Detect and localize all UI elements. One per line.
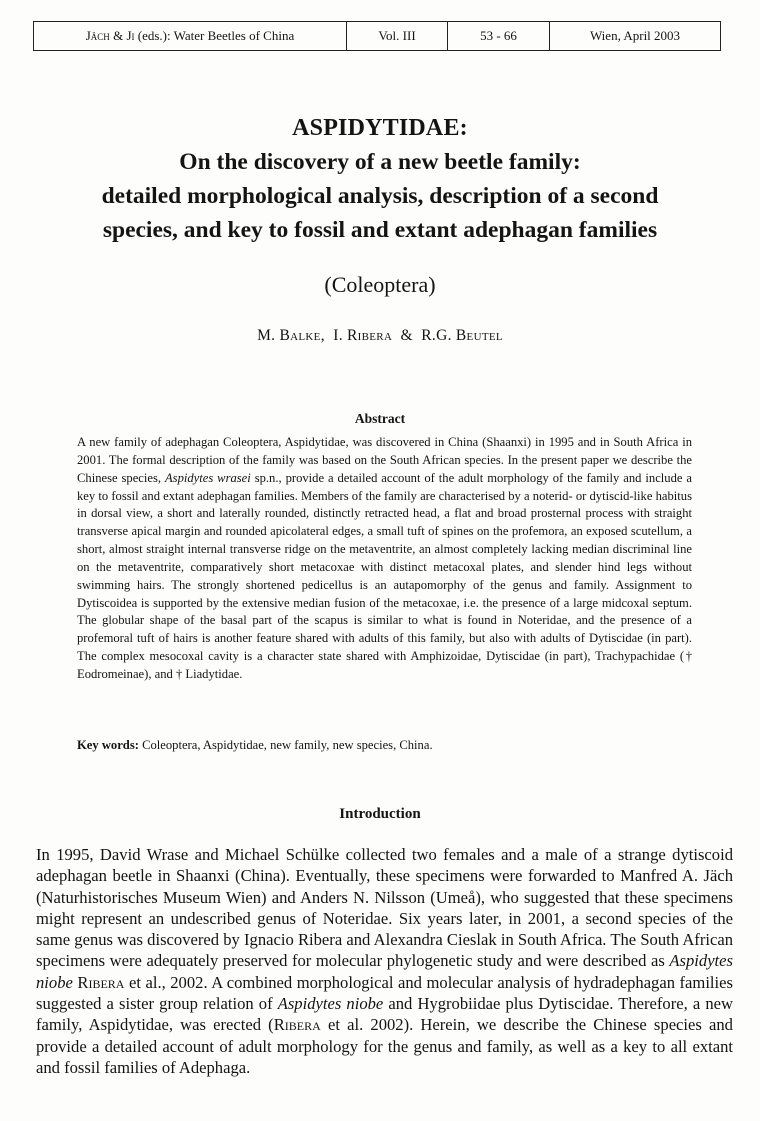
author-2: I. Ribera xyxy=(333,327,393,344)
journal-header xyxy=(33,21,721,51)
introduction-text xyxy=(36,844,733,1078)
abstract-heading: Abstract xyxy=(354,411,406,426)
book-title: (eds.): Water Beetles of China xyxy=(137,28,295,43)
author-3: R.G. Beutel xyxy=(421,327,503,344)
header-volume: Vol. III xyxy=(347,22,448,50)
author-list xyxy=(40,327,720,345)
header-pages: 53 - 66 xyxy=(448,22,550,50)
keywords xyxy=(77,737,692,754)
citation-author: Ribera xyxy=(77,972,125,992)
species-name: Aspidytes wrasei xyxy=(164,470,251,485)
title-line-1: On the discovery of a new beetle family: xyxy=(179,149,581,175)
keywords-text: Coleoptera, Aspidytidae, new family, new species, China. xyxy=(142,738,433,752)
editor-name: Ji xyxy=(126,28,135,43)
abstract-part: A new family of adephagan Coleoptera, Aspidytidae, was discovered in China (Shaanxi) in 1995 and in South Africa in 2001. The formal description of the family was based on the South African species. In the present paper we describe the Chinese species, xyxy=(77,435,692,485)
editor-amp: & xyxy=(113,28,124,43)
abstract-text xyxy=(77,434,692,684)
header-place-date: Wien, April 2003 xyxy=(589,28,681,43)
citation-author: Ribera xyxy=(273,1015,321,1035)
title-family: ASPIDYTIDAE: xyxy=(292,115,468,141)
abstract-part: sp.n., provide a detailed account of the adult morphology of the family and include a key to fossil and extant adephagan families. Members of the family are characterised by a noterid- or dytiscid-like habitus in dorsal view, a short and laterally rounded, distinctly retracted head, a flat and broad prosternal process with straight transverse apical margin and rounded apicolateral edges, a small tuft of spines on the profemora, an exposed scutellum, a short, almost straight internal transverse ridge on the metaventrite, an almost completely lacking median discriminal line on the metaventrite, comparatively short metacoxae with distinct metacoxal plates, and slender hind legs without swimming hairs. The strongly shortened pedicellus is an autapomorphy of the genus and family. Assignment to Dytiscoidea is supported by the extensive median fusion of the metacoxae, i.e. the presence of a large midcoxal septum. The globular shape of the basal part of the scapus is similar to what is found in Noteridae, and the presence of a profemoral tuft of hairs is another feature shared with adults of this family, but also with adults of Dytiscidae (in part). The complex mesocoxal cavity is a character state shared with Amphizoidae, Dytiscidae (in part), Trachypachidae († Eodromeinae), and † Liadytidae. xyxy=(77,470,692,681)
header-editors xyxy=(34,22,347,50)
intro-part: et al. 2002). Herein, we describe the Chinese species and provide a detailed account of adult morphology for the genus and family, as well as a key to all extant and fossil families of Adephaga. xyxy=(36,1015,733,1077)
intro-part: and Hygrobiidae plus Dytiscidae. Therefore, a new family, Aspidytidae, was erected ( xyxy=(36,994,733,1035)
intro-part: et al., 2002. A combined morphological and molecular analysis of hydradephagan families suggested a sister group relation of xyxy=(36,972,733,1014)
title-line-3: species, and key to fossil and extant adephagan families xyxy=(102,217,658,243)
intro-part: In 1995, David Wrase and Michael Schülke collected two females and a male of a strange dytiscoid adephagan beetle in Shaanxi (China). Eventually, these specimens were forwarded to Manfred A. Jäch (Naturhistorisches Museum Wien) and Anders N. Nilsson (Umeå), who suggested that these specimens might represent an undescribed genus of Noteridae. Six years later, in 2001, a second species of the same genus was discovered by Ignacio Ribera and Alexandra Cieslak in South Africa. The South African specimens were adequately preserved for molecular phylogenetic study and were described as xyxy=(36,845,733,971)
introduction-heading: Introduction xyxy=(339,806,421,822)
keywords-label: Key words: xyxy=(77,738,139,752)
order-label: (Coleoptera) xyxy=(324,272,436,297)
paper-title xyxy=(40,113,720,247)
editor-name: Jäch xyxy=(85,28,110,43)
title-line-2: detailed morphological analysis, description of a second xyxy=(101,183,659,209)
species-name: Aspidytes niobe xyxy=(277,994,384,1014)
author-1: M. Balke, xyxy=(257,327,325,344)
species-name: Aspidytes niobe xyxy=(36,951,733,992)
author-separator: & xyxy=(400,327,413,344)
